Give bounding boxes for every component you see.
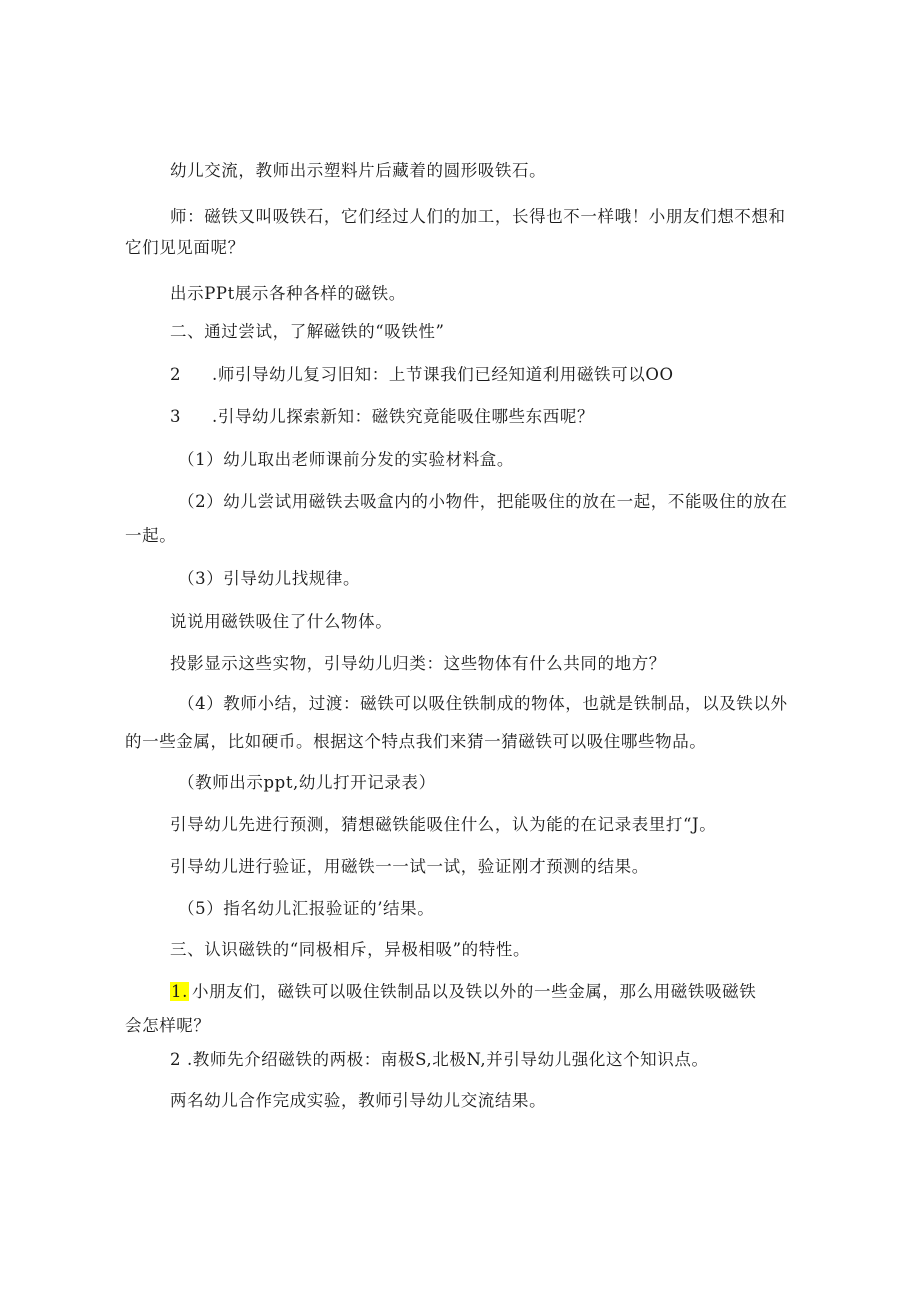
paragraph-line: 它们见见面呢？	[125, 238, 245, 257]
paragraph-line: 幼儿交流，教师出示塑料片后藏着的圆形吸铁石。	[170, 161, 547, 180]
paragraph-line: 引导幼儿进行验证，用磁铁一一试一试，验证刚才预测的结果。	[170, 857, 649, 876]
paragraph-line: .师引导幼儿复习旧知：上节课我们已经知道利用磁铁可以OO	[212, 365, 674, 384]
paragraph-line: （3）引导幼儿找规律。	[178, 569, 361, 588]
paragraph-line: 引导幼儿先进行预测，猜想磁铁能吸住什么，认为能的在记录表里打“J。	[170, 815, 717, 834]
highlight-mark: 1.	[171, 982, 188, 1001]
list-number-highlighted	[170, 981, 189, 1003]
paragraph-line: 2 .教师先介绍磁铁的两极：南极S,北极N,并引导幼儿强化这个知识点。	[170, 1050, 709, 1069]
paragraph-line: 两名幼儿合作完成实验，教师引导幼儿交流结果。	[170, 1091, 547, 1110]
paragraph-line: 小朋友们，磁铁可以吸住铁制品以及铁以外的一些金属，那么用磁铁吸磁铁	[192, 982, 757, 1001]
paragraph-line: 会怎样呢？	[125, 1016, 211, 1035]
paragraph-line: 投影显示这些实物，引导幼儿归类：这些物体有什么共同的地方？	[170, 654, 666, 673]
paragraph-line: （4）教师小结，过渡：磁铁可以吸住铁制成的物体，也就是铁制品，以及铁以外	[178, 694, 788, 713]
list-number: 3	[170, 407, 182, 426]
paragraph-line: （教师出示ppt,幼儿打开记录表）	[178, 773, 436, 792]
paragraph-line: 出示PPt展示各种各样的磁铁。	[170, 284, 406, 303]
paragraph-line: .引导幼儿探索新知：磁铁究竟能吸住哪些东西呢？	[212, 407, 595, 426]
paragraph-line: 师：磁铁又叫吸铁石，它们经过人们的加工，长得也不一样哦！小朋友们想不想和	[170, 207, 786, 226]
list-number: 2	[170, 365, 182, 384]
section-heading: 二、通过尝试，了解磁铁的“吸铁性”	[170, 322, 445, 341]
paragraph-line: （2）幼儿尝试用磁铁去吸盒内的小物件，把能吸住的放在一起，不能吸住的放在	[178, 492, 788, 511]
paragraph-line: （5）指名幼儿汇报验证的’结果。	[178, 899, 435, 918]
paragraph-line: 一起。	[125, 526, 177, 545]
paragraph-line: （1）幼儿取出老师课前分发的实验材料盒。	[178, 450, 514, 469]
paragraph-line: 的一些金属，比如硬币。根据这个特点我们来猜一猜磁铁可以吸住哪些物品。	[125, 732, 707, 751]
paragraph-line: 说说用磁铁吸住了什么物体。	[170, 612, 393, 631]
section-heading: 三、认识磁铁的“同极相斥，异极相吸”的特性。	[170, 940, 531, 959]
